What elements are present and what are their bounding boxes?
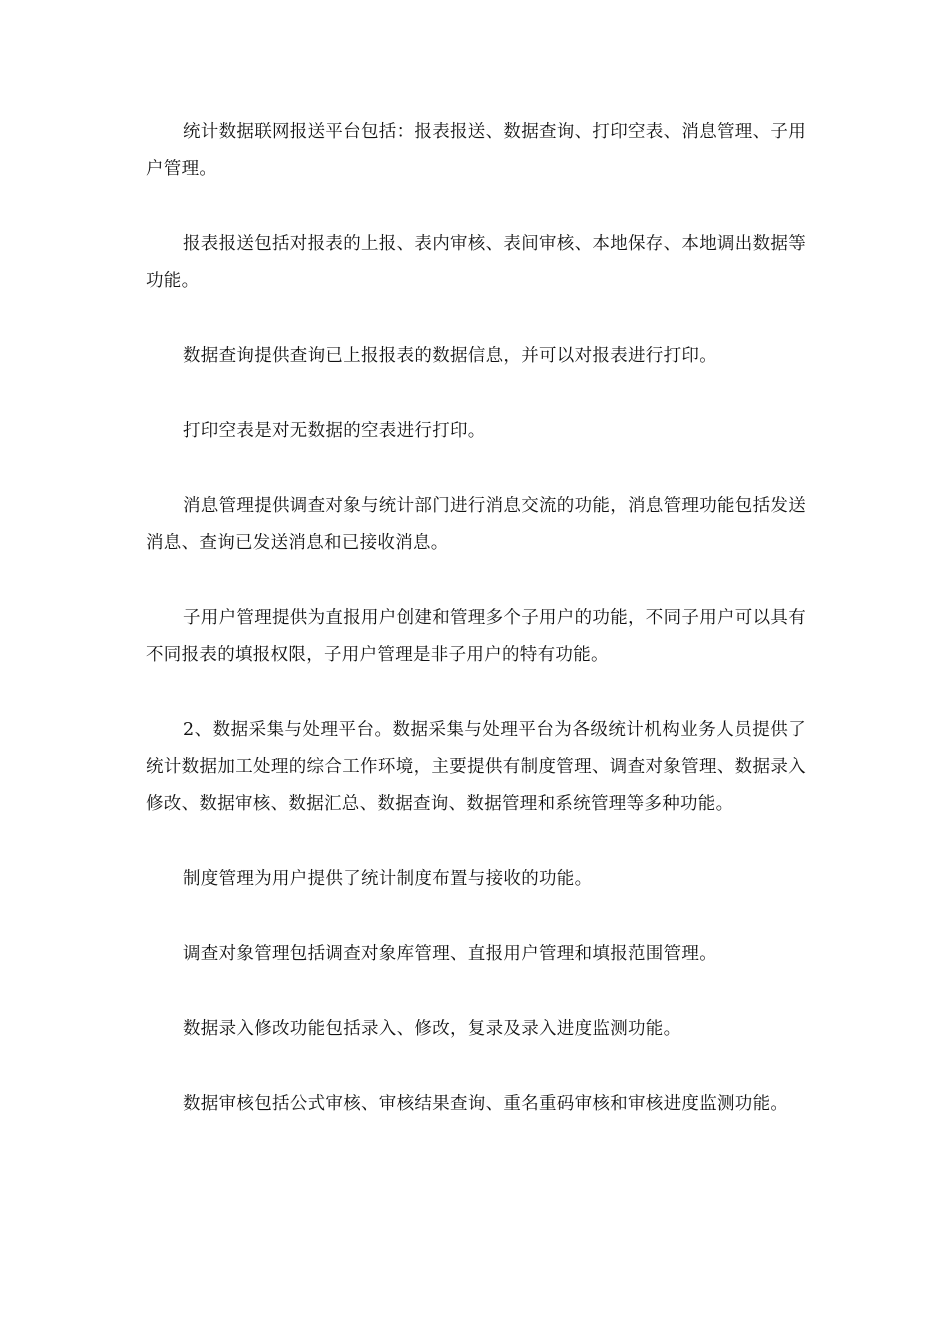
paragraph-data-entry: 数据录入修改功能包括录入、修改，复录及录入进度监测功能。 xyxy=(183,1019,682,1039)
paragraph-platform-overview: 统计数据联网报送平台包括：报表报送、数据查询、打印空表、消息管理、子用户管理。 xyxy=(146,122,806,179)
paragraph-data-audit: 数据审核包括公式审核、审核结果查询、重名重码审核和审核进度监测功能。 xyxy=(183,1094,789,1114)
paragraph-report-submission: 报表报送包括对报表的上报、表内审核、表间审核、本地保存、本地调出数据等功能。 xyxy=(146,234,806,291)
paragraph-data-query: 数据查询提供查询已上报报表的数据信息，并可以对报表进行打印。 xyxy=(183,346,717,366)
paragraph-system-management: 制度管理为用户提供了统计制度布置与接收的功能。 xyxy=(183,869,593,889)
document-body xyxy=(146,114,806,1161)
paragraph-collection-platform: 2、数据采集与处理平台。数据采集与处理平台为各级统计机构业务人员提供了统计数据加工处理的综合工作环境，主要提供有制度管理、调查对象管理、数据录入修改、数据审核、数据汇总、数据查询、数据管理和系统管理等多种功能。 xyxy=(146,720,806,814)
paragraph-respondent-management: 调查对象管理包括调查对象库管理、直报用户管理和填报范围管理。 xyxy=(183,944,717,964)
paragraph-message-management: 消息管理提供调查对象与统计部门进行消息交流的功能，消息管理功能包括发送消息、查询已发送消息和已接收消息。 xyxy=(146,496,806,553)
paragraph-subuser-management: 子用户管理提供为直报用户创建和管理多个子用户的功能，不同子用户可以具有不同报表的填报权限，子用户管理是非子用户的特有功能。 xyxy=(146,608,806,665)
paragraph-print-blank: 打印空表是对无数据的空表进行打印。 xyxy=(183,421,486,441)
